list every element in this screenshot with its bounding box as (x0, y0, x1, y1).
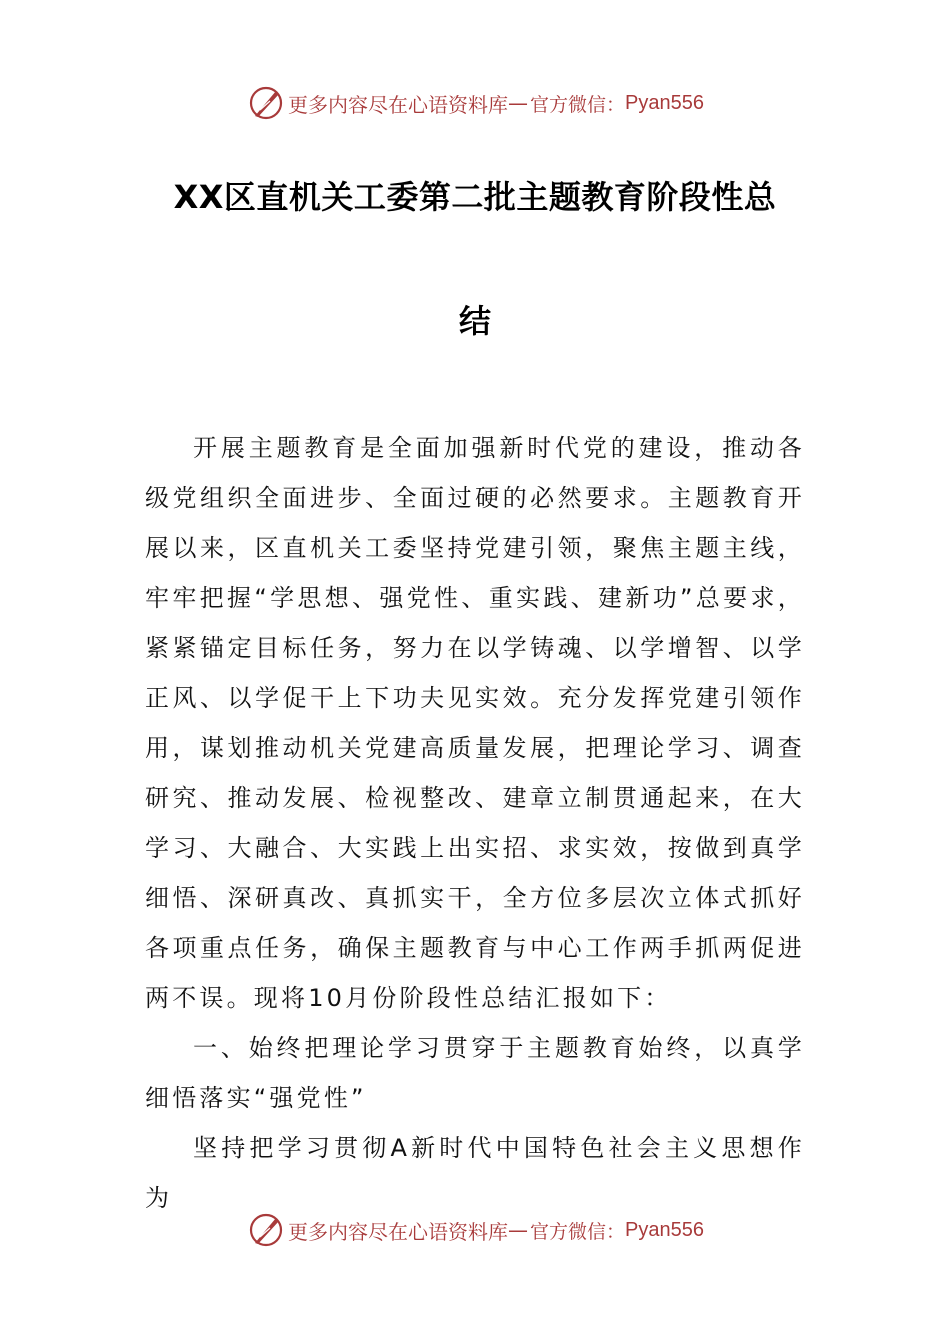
banner-wechat-label: 官方微信： (530, 93, 626, 116)
banner-wechat-id: Pyan556 (625, 91, 704, 114)
banner-text: 更多内容尽在心语资料库 (288, 1219, 508, 1244)
paragraph-section-1: 坚持把学习贯彻A新时代中国特色社会主义思想作为 (145, 1134, 805, 1212)
quill-pen-logo-icon (246, 83, 286, 123)
section-heading-1: 一、始终把理论学习贯穿于主题教育始终，以真学细悟落实“强党性” (145, 1034, 805, 1112)
banner-text: 更多内容尽在心语资料库 (288, 92, 508, 117)
banner-dash: — (508, 1218, 528, 1242)
banner-wechat-id: Pyan556 (625, 1218, 704, 1241)
document-title-line-1: XX区直机关工委第二批主题教育阶段性总 (173, 178, 777, 216)
quill-pen-logo-icon (246, 1210, 286, 1250)
footer-banner (0, 1205, 950, 1255)
header-banner (0, 78, 950, 128)
document-body (145, 423, 805, 1223)
paragraph-intro: 开展主题教育是全面加强新时代党的建设，推动各级党组织全面进步、全面过硬的必然要求。主题教育开展以来，区直机关工委坚持党建引领，聚焦主题主线，牢牢把握“学思想、强党性、重实践、建新功”总要求，紧紧锚定目标任务，努力在以学铸魂、以学增智、以学正风、以学促干上下功夫见实效。充分发挥党建引领作用，谋划推动机关党建高质量发展，把理论学习、调查研究、推动发展、检视整改、建章立制贯通起来，在大学习、大融合、大实践上出实招、求实效，按做到真学细悟、深研真改、真抓实干，全方位多层次立体式抓好各项重点任务，确保主题教育与中心工作两手抓两促进两不误。现将10月份阶段性总结汇报如下： (145, 434, 805, 1012)
banner-dash: — (508, 91, 528, 115)
banner-wechat-label: 官方微信： (530, 1220, 626, 1243)
document-title-line-2: 结 (458, 302, 491, 340)
